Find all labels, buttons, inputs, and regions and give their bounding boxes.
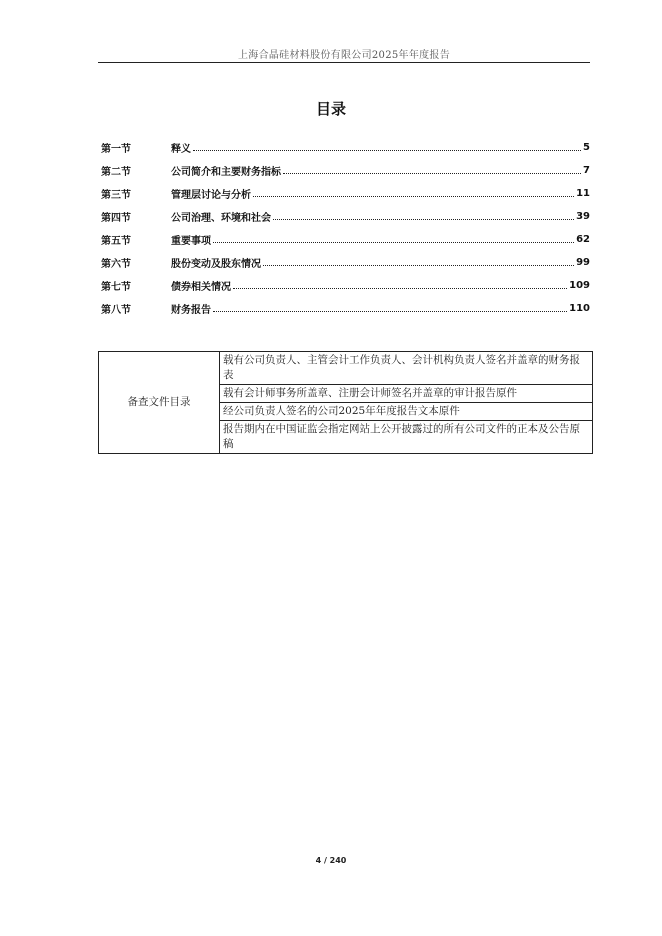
toc-page-number: 110 — [569, 303, 590, 314]
reference-documents-label: 备查文件目录 — [99, 352, 220, 454]
toc-section-title: 债券相关情况 — [171, 282, 231, 293]
table-of-contents — [101, 136, 590, 320]
toc-page-number: 39 — [576, 211, 590, 222]
toc-section-number: 第五节 — [101, 236, 131, 247]
toc-page-number: 7 — [583, 165, 590, 176]
toc-section-number: 第三节 — [101, 190, 131, 201]
toc-dot-leader — [213, 311, 567, 312]
toc-entry[interactable] — [101, 159, 590, 182]
toc-entry[interactable] — [101, 228, 590, 251]
toc-page-number: 99 — [576, 257, 590, 268]
toc-dot-leader — [213, 242, 574, 243]
toc-entry[interactable] — [101, 251, 590, 274]
header-divider — [98, 62, 590, 63]
toc-section-number: 第六节 — [101, 259, 131, 270]
toc-section-title: 管理层讨论与分析 — [171, 190, 251, 201]
toc-page-number: 5 — [583, 142, 590, 153]
page-number: 4 / 240 — [315, 856, 347, 865]
reference-document-item: 载有公司负责人、主管会计工作负责人、会计机构负责人签名并盖章的财务报表 — [220, 352, 593, 385]
toc-section-title: 股份变动及股东情况 — [171, 259, 261, 270]
toc-page-number: 11 — [576, 188, 590, 199]
toc-dot-leader — [253, 196, 574, 197]
reference-documents-table — [98, 351, 593, 454]
toc-section-title: 公司治理、环境和社会 — [171, 213, 271, 224]
table-row — [99, 352, 593, 385]
toc-entry[interactable] — [101, 274, 590, 297]
toc-entry[interactable] — [101, 205, 590, 228]
toc-dot-leader — [233, 288, 567, 289]
toc-section-title: 重要事项 — [171, 236, 211, 247]
toc-dot-leader — [263, 265, 574, 266]
toc-dot-leader — [273, 219, 574, 220]
page-header: 上海合晶硅材料股份有限公司2025年年度报告 — [237, 50, 451, 61]
reference-document-item: 报告期内在中国证监会指定网站上公开披露过的所有公司文件的正本及公告原稿 — [220, 421, 593, 454]
toc-entry[interactable] — [101, 297, 590, 320]
toc-section-number: 第一节 — [101, 144, 131, 155]
toc-page-number: 109 — [569, 280, 590, 291]
toc-section-number: 第八节 — [101, 305, 131, 316]
toc-section-number: 第七节 — [101, 282, 131, 293]
toc-dot-leader — [193, 150, 581, 151]
toc-title: 目录 — [315, 100, 346, 118]
reference-document-item: 经公司负责人签名的公司2025年年度报告文本原件 — [220, 403, 593, 421]
toc-entry[interactable] — [101, 182, 590, 205]
toc-page-number: 62 — [576, 234, 590, 245]
toc-section-number: 第四节 — [101, 213, 131, 224]
toc-dot-leader — [283, 173, 581, 174]
reference-document-item: 载有会计师事务所盖章、注册会计师签名并盖章的审计报告原件 — [220, 385, 593, 403]
toc-entry[interactable] — [101, 136, 590, 159]
toc-section-number: 第二节 — [101, 167, 131, 178]
toc-section-title: 释义 — [171, 144, 191, 155]
toc-section-title: 财务报告 — [171, 305, 211, 316]
toc-section-title: 公司简介和主要财务指标 — [171, 167, 281, 178]
